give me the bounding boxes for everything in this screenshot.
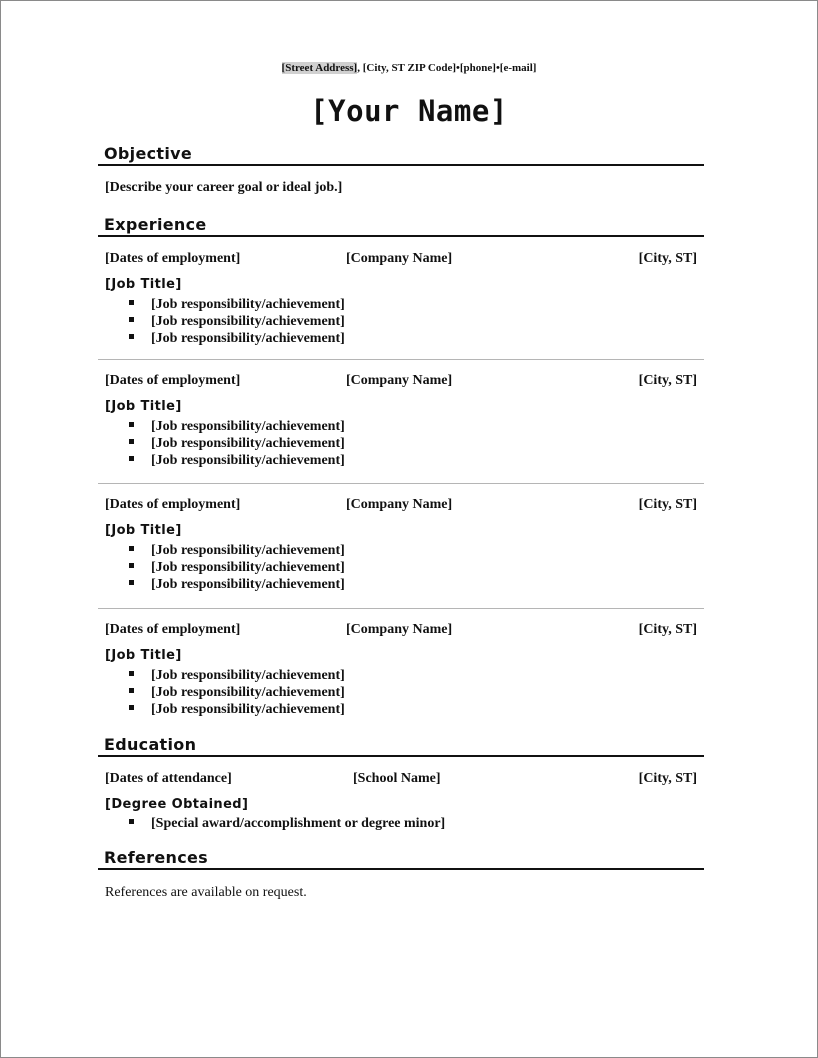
- list-item[interactable]: [Job responsibility/achievement]: [129, 543, 345, 560]
- job-4-company[interactable]: [Company Name]: [346, 622, 453, 637]
- job-1-bullets: [129, 297, 345, 348]
- job-2-company[interactable]: [Company Name]: [346, 373, 453, 388]
- list-item[interactable]: [Job responsibility/achievement]: [129, 577, 345, 594]
- job-divider: [98, 608, 704, 609]
- degree-obtained[interactable]: [Degree Obtained]: [105, 797, 249, 812]
- bullet-icon: [129, 688, 134, 693]
- job-2-city[interactable]: [City, ST]: [638, 373, 697, 388]
- references-rule: [98, 868, 704, 870]
- job-3-city[interactable]: [City, ST]: [638, 497, 697, 512]
- job-3-dates[interactable]: [Dates of employment]: [105, 497, 241, 512]
- objective-text[interactable]: [Describe your career goal or ideal job.]: [105, 180, 343, 195]
- education-row: [105, 771, 697, 789]
- list-item[interactable]: [Job responsibility/achievement]: [129, 331, 345, 348]
- job-2-dates[interactable]: [Dates of employment]: [105, 373, 241, 388]
- bullet-icon: [129, 671, 134, 676]
- experience-heading: Experience: [104, 215, 207, 234]
- list-item[interactable]: [Job responsibility/achievement]: [129, 702, 345, 719]
- bullet-icon: [129, 439, 134, 444]
- bullet-icon: [129, 456, 134, 461]
- job-1-row: [105, 251, 697, 269]
- job-4-bullets: [129, 668, 345, 719]
- education-dates[interactable]: [Dates of attendance]: [105, 771, 232, 786]
- bullet-icon: [129, 563, 134, 568]
- references-text[interactable]: References are available on request.: [105, 885, 307, 900]
- experience-rule: [98, 235, 704, 237]
- job-4-dates[interactable]: [Dates of employment]: [105, 622, 241, 637]
- education-school[interactable]: [School Name]: [353, 771, 441, 786]
- job-2-row: [105, 373, 697, 391]
- job-1-city[interactable]: [City, ST]: [638, 251, 697, 266]
- list-item[interactable]: [Job responsibility/achievement]: [129, 419, 345, 436]
- list-item[interactable]: [Job responsibility/achievement]: [129, 453, 345, 470]
- job-1-company[interactable]: [Company Name]: [346, 251, 453, 266]
- bullet-icon: [129, 422, 134, 427]
- job-4-row: [105, 622, 697, 640]
- job-4-title[interactable]: [Job Title]: [105, 648, 182, 663]
- job-3-bullets: [129, 543, 345, 594]
- bullet-icon: [129, 705, 134, 710]
- education-bullets: [129, 816, 445, 833]
- objective-rule: [98, 164, 704, 166]
- street-address[interactable]: [Street Address]: [281, 62, 358, 74]
- job-2-bullets: [129, 419, 345, 470]
- contact-details[interactable]: , [City, ST ZIP Code]•[phone]•[e-mail]: [357, 62, 537, 74]
- bullet-icon: [129, 334, 134, 339]
- job-divider: [98, 483, 704, 484]
- job-1-dates[interactable]: [Dates of employment]: [105, 251, 241, 266]
- bullet-icon: [129, 580, 134, 585]
- bullet-icon: [129, 546, 134, 551]
- job-divider: [98, 359, 704, 360]
- job-3-row: [105, 497, 697, 515]
- job-2-title[interactable]: [Job Title]: [105, 399, 182, 414]
- job-4-city[interactable]: [City, ST]: [638, 622, 697, 637]
- your-name[interactable]: [Your Name]: [310, 94, 508, 128]
- objective-heading: Objective: [104, 144, 192, 163]
- education-heading: Education: [104, 735, 197, 754]
- education-rule: [98, 755, 704, 757]
- list-item[interactable]: [Special award/accomplishment or degree minor]: [129, 816, 445, 833]
- references-heading: References: [104, 848, 208, 867]
- job-3-company[interactable]: [Company Name]: [346, 497, 453, 512]
- list-item[interactable]: [Job responsibility/achievement]: [129, 685, 345, 702]
- education-city[interactable]: [City, ST]: [638, 771, 697, 786]
- bullet-icon: [129, 300, 134, 305]
- list-item[interactable]: [Job responsibility/achievement]: [129, 314, 345, 331]
- bullet-icon: [129, 317, 134, 322]
- list-item[interactable]: [Job responsibility/achievement]: [129, 668, 345, 685]
- list-item[interactable]: [Job responsibility/achievement]: [129, 436, 345, 453]
- bullet-icon: [129, 819, 134, 824]
- list-item[interactable]: [Job responsibility/achievement]: [129, 297, 345, 314]
- job-3-title[interactable]: [Job Title]: [105, 523, 182, 538]
- list-item[interactable]: [Job responsibility/achievement]: [129, 560, 345, 577]
- job-1-title[interactable]: [Job Title]: [105, 277, 182, 292]
- contact-line: [1, 62, 817, 74]
